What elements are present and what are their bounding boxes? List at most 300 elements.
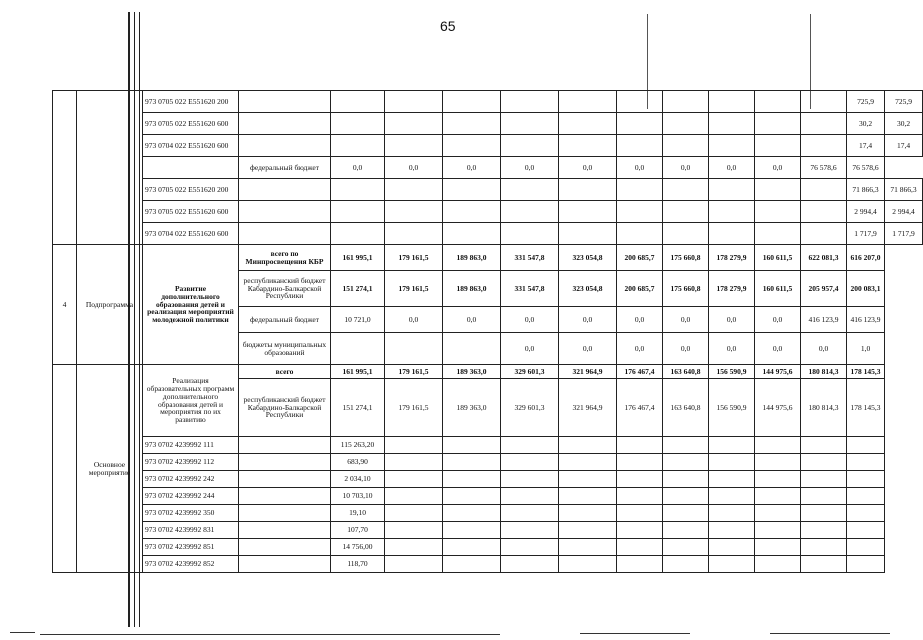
- value-cell: 179 161,5: [385, 245, 443, 271]
- value-cell: [385, 135, 443, 157]
- value-cell: 200 685,7: [617, 271, 663, 307]
- value-cell: [847, 505, 885, 522]
- value-cell: 200 685,7: [617, 245, 663, 271]
- value-cell: [559, 471, 617, 488]
- value-cell: [709, 201, 755, 223]
- value-cell: [501, 113, 559, 135]
- value-cell: [617, 437, 663, 454]
- value-cell: [559, 135, 617, 157]
- value-cell: 0,0: [385, 157, 443, 179]
- value-cell: [559, 454, 617, 471]
- value-cell: 683,90: [331, 454, 385, 471]
- value-cell: [755, 179, 801, 201]
- value-cell: [501, 505, 559, 522]
- value-cell: [385, 471, 443, 488]
- value-cell: 144 975,6: [755, 379, 801, 437]
- activity-title: Реализация образовательных программ дополнительного образования детей и мероприятия по их развитию: [143, 365, 239, 437]
- value-cell: 156 590,9: [709, 379, 755, 437]
- value-cell: [847, 437, 885, 454]
- value-cell: [663, 223, 709, 245]
- value-cell: 118,70: [331, 556, 385, 573]
- value-cell: [385, 179, 443, 201]
- table-row: [53, 179, 923, 201]
- value-cell: [385, 488, 443, 505]
- value-cell: [501, 454, 559, 471]
- funding-source: всего: [239, 365, 331, 379]
- source-cell: [239, 179, 331, 201]
- value-cell: [443, 333, 501, 365]
- value-cell: 0,0: [501, 307, 559, 333]
- value-cell: [443, 505, 501, 522]
- value-cell: 76 578,6: [847, 157, 885, 179]
- table-row: [53, 113, 923, 135]
- value-cell: [385, 91, 443, 113]
- value-cell: [617, 179, 663, 201]
- value-cell: [709, 505, 755, 522]
- value-cell: [755, 471, 801, 488]
- value-cell: [709, 454, 755, 471]
- value-cell: 163 640,8: [663, 365, 709, 379]
- value-cell: [709, 179, 755, 201]
- value-cell: 0,0: [709, 333, 755, 365]
- value-cell: 10 703,10: [331, 488, 385, 505]
- value-cell: [501, 556, 559, 573]
- value-cell: [443, 179, 501, 201]
- value-cell: 200 083,1: [847, 271, 885, 307]
- value-cell: [801, 223, 847, 245]
- value-cell: 622 081,3: [801, 245, 847, 271]
- value-cell: 160 611,5: [755, 271, 801, 307]
- value-cell: 2 994,4: [847, 201, 885, 223]
- value-cell: 329 601,3: [501, 379, 559, 437]
- value-cell: [847, 556, 885, 573]
- budget-code: 973 0704 022 E551620 600: [143, 223, 239, 245]
- source-cell: [239, 91, 331, 113]
- value-cell: 0,0: [501, 333, 559, 365]
- value-cell: [663, 201, 709, 223]
- value-cell: [709, 539, 755, 556]
- value-cell: [559, 505, 617, 522]
- source-cell: [239, 201, 331, 223]
- value-cell: [755, 113, 801, 135]
- value-cell: [663, 522, 709, 539]
- value-cell: 163 640,8: [663, 379, 709, 437]
- table-row: [53, 539, 923, 556]
- value-cell: [709, 471, 755, 488]
- value-cell: 0,0: [559, 307, 617, 333]
- value-cell: [663, 437, 709, 454]
- value-cell: 189 863,0: [443, 245, 501, 271]
- value-cell: 205 957,4: [801, 271, 847, 307]
- value-cell: [755, 223, 801, 245]
- value-cell: [443, 223, 501, 245]
- value-cell: [443, 201, 501, 223]
- value-cell: 725,9: [885, 91, 923, 113]
- empty-cell: [53, 91, 77, 245]
- value-cell: [755, 488, 801, 505]
- source-cell: [239, 539, 331, 556]
- value-cell: [709, 556, 755, 573]
- value-cell: [331, 223, 385, 245]
- value-cell: [709, 135, 755, 157]
- value-cell: [755, 437, 801, 454]
- value-cell: [559, 223, 617, 245]
- value-cell: [709, 223, 755, 245]
- value-cell: [755, 201, 801, 223]
- table-row: [53, 201, 923, 223]
- value-cell: [801, 505, 847, 522]
- budget-table: [52, 90, 923, 573]
- value-cell: 30,2: [885, 113, 923, 135]
- value-cell: [331, 113, 385, 135]
- value-cell: 416 123,9: [801, 307, 847, 333]
- value-cell: [755, 556, 801, 573]
- value-cell: 0,0: [755, 333, 801, 365]
- budget-code: 973 0702 4239992 244: [143, 488, 239, 505]
- value-cell: [559, 539, 617, 556]
- value-cell: 178 279,9: [709, 245, 755, 271]
- value-cell: 0,0: [617, 333, 663, 365]
- value-cell: [755, 522, 801, 539]
- value-cell: [801, 539, 847, 556]
- value-cell: 19,10: [331, 505, 385, 522]
- value-cell: 161 995,1: [331, 365, 385, 379]
- table-row: [53, 471, 923, 488]
- value-cell: 156 590,9: [709, 365, 755, 379]
- subprogram-title: Развитие дополнительного образования детей и реализация мероприятий молодежной политики: [143, 245, 239, 365]
- value-cell: [617, 522, 663, 539]
- value-cell: 10 721,0: [331, 307, 385, 333]
- value-cell: [847, 454, 885, 471]
- value-cell: 0,0: [559, 333, 617, 365]
- table-row: [53, 157, 923, 179]
- scan-line: [10, 632, 35, 633]
- value-cell: [617, 556, 663, 573]
- value-cell: 160 611,5: [755, 245, 801, 271]
- source-cell: [239, 454, 331, 471]
- value-cell: 178 145,3: [847, 379, 885, 437]
- value-cell: [385, 505, 443, 522]
- value-cell: 616 207,0: [847, 245, 885, 271]
- table-row: [53, 522, 923, 539]
- value-cell: 14 756,00: [331, 539, 385, 556]
- value-cell: [559, 113, 617, 135]
- source-cell: [239, 437, 331, 454]
- source-cell: [239, 471, 331, 488]
- value-cell: [443, 488, 501, 505]
- value-cell: 178 279,9: [709, 271, 755, 307]
- value-cell: [801, 201, 847, 223]
- row-type: Подпрограмма: [77, 245, 143, 365]
- value-cell: [385, 556, 443, 573]
- funding-source: республиканский бюджет Кабардино-Балкарской Республики: [239, 379, 331, 437]
- table-row: [53, 488, 923, 505]
- table-row: [53, 437, 923, 454]
- value-cell: 178 145,3: [847, 365, 885, 379]
- budget-code: 973 0702 4239992 831: [143, 522, 239, 539]
- value-cell: [559, 556, 617, 573]
- table-row: [53, 365, 923, 379]
- budget-code: 973 0705 022 E551620 200: [143, 179, 239, 201]
- value-cell: [801, 179, 847, 201]
- value-cell: 0,0: [663, 157, 709, 179]
- funding-source: федеральный бюджет: [239, 307, 331, 333]
- value-cell: 0,0: [617, 157, 663, 179]
- value-cell: [617, 135, 663, 157]
- value-cell: 0,0: [443, 307, 501, 333]
- value-cell: [501, 471, 559, 488]
- source-cell: [239, 223, 331, 245]
- value-cell: [331, 91, 385, 113]
- value-cell: [385, 223, 443, 245]
- value-cell: 0,0: [663, 307, 709, 333]
- value-cell: [443, 471, 501, 488]
- value-cell: [385, 437, 443, 454]
- value-cell: 17,4: [847, 135, 885, 157]
- budget-code: 973 0702 4239992 242: [143, 471, 239, 488]
- value-cell: 323 054,8: [559, 245, 617, 271]
- value-cell: [617, 539, 663, 556]
- budget-code: 973 0702 4239992 852: [143, 556, 239, 573]
- value-cell: [443, 437, 501, 454]
- value-cell: [663, 556, 709, 573]
- value-cell: 151 274,1: [331, 379, 385, 437]
- value-cell: [443, 556, 501, 573]
- value-cell: [501, 488, 559, 505]
- value-cell: [617, 113, 663, 135]
- value-cell: 179 161,5: [385, 271, 443, 307]
- value-cell: 179 161,5: [385, 365, 443, 379]
- value-cell: [755, 91, 801, 113]
- value-cell: [559, 179, 617, 201]
- value-cell: 176 467,4: [617, 379, 663, 437]
- budget-code: 973 0702 4239992 112: [143, 454, 239, 471]
- budget-code: 973 0704 022 E551620 600: [143, 135, 239, 157]
- value-cell: 176 467,4: [617, 365, 663, 379]
- value-cell: [709, 437, 755, 454]
- value-cell: 0,0: [709, 307, 755, 333]
- value-cell: [559, 91, 617, 113]
- funding-source: бюджеты муниципальных образований: [239, 333, 331, 365]
- value-cell: [443, 135, 501, 157]
- value-cell: 189 363,0: [443, 365, 501, 379]
- value-cell: [331, 135, 385, 157]
- budget-code: 973 0702 4239992 111: [143, 437, 239, 454]
- table-row: [53, 556, 923, 573]
- value-cell: 0,0: [559, 157, 617, 179]
- value-cell: [755, 135, 801, 157]
- value-cell: [501, 539, 559, 556]
- value-cell: 175 660,8: [663, 271, 709, 307]
- value-cell: [501, 522, 559, 539]
- funding-source: федеральный бюджет: [239, 157, 331, 179]
- value-cell: [801, 91, 847, 113]
- value-cell: [385, 454, 443, 471]
- value-cell: 416 123,9: [847, 307, 885, 333]
- value-cell: 161 995,1: [331, 245, 385, 271]
- value-cell: 329 601,3: [501, 365, 559, 379]
- value-cell: [663, 539, 709, 556]
- scan-line: [770, 633, 890, 634]
- value-cell: [709, 522, 755, 539]
- value-cell: 17,4: [885, 135, 923, 157]
- value-cell: 331 547,8: [501, 271, 559, 307]
- empty-cell: [77, 91, 143, 245]
- table-row: [53, 505, 923, 522]
- budget-code: 973 0705 022 E551620 600: [143, 113, 239, 135]
- table-row: [53, 135, 923, 157]
- source-cell: [239, 522, 331, 539]
- value-cell: 0,0: [331, 157, 385, 179]
- value-cell: [847, 471, 885, 488]
- value-cell: [443, 454, 501, 471]
- value-cell: [501, 201, 559, 223]
- value-cell: 1,0: [847, 333, 885, 365]
- value-cell: [755, 454, 801, 471]
- value-cell: [663, 488, 709, 505]
- value-cell: 1 717,9: [847, 223, 885, 245]
- value-cell: [709, 113, 755, 135]
- value-cell: [559, 488, 617, 505]
- value-cell: [443, 91, 501, 113]
- value-cell: [385, 201, 443, 223]
- value-cell: 321 964,9: [559, 379, 617, 437]
- value-cell: 71 866,3: [885, 179, 923, 201]
- value-cell: [501, 179, 559, 201]
- value-cell: 179 161,5: [385, 379, 443, 437]
- table-row: [53, 454, 923, 471]
- value-cell: 331 547,8: [501, 245, 559, 271]
- value-cell: [331, 179, 385, 201]
- value-cell: [617, 505, 663, 522]
- table-row: [53, 91, 923, 113]
- value-cell: [617, 471, 663, 488]
- value-cell: [331, 333, 385, 365]
- value-cell: [501, 135, 559, 157]
- value-cell: 2 994,4: [885, 201, 923, 223]
- value-cell: [617, 201, 663, 223]
- value-cell: [663, 179, 709, 201]
- source-cell: [239, 556, 331, 573]
- value-cell: [617, 223, 663, 245]
- value-cell: [385, 333, 443, 365]
- value-cell: [559, 201, 617, 223]
- value-cell: [331, 201, 385, 223]
- value-cell: 180 814,3: [801, 379, 847, 437]
- value-cell: 725,9: [847, 91, 885, 113]
- value-cell: [663, 471, 709, 488]
- funding-source: всего по Минпросвещения КБР: [239, 245, 331, 271]
- value-cell: [663, 505, 709, 522]
- value-cell: [847, 488, 885, 505]
- value-cell: [443, 522, 501, 539]
- budget-code: 973 0705 022 E551620 200: [143, 91, 239, 113]
- budget-code: 973 0702 4239992 851: [143, 539, 239, 556]
- value-cell: 189 363,0: [443, 379, 501, 437]
- value-cell: [801, 522, 847, 539]
- funding-source: республиканский бюджет Кабардино-Балкарской Республики: [239, 271, 331, 307]
- value-cell: [801, 113, 847, 135]
- value-cell: [801, 488, 847, 505]
- value-cell: 107,70: [331, 522, 385, 539]
- value-cell: [709, 91, 755, 113]
- source-cell: [239, 113, 331, 135]
- value-cell: [617, 91, 663, 113]
- value-cell: [385, 539, 443, 556]
- value-cell: 0,0: [385, 307, 443, 333]
- value-cell: [663, 113, 709, 135]
- value-cell: 0,0: [617, 307, 663, 333]
- value-cell: [709, 488, 755, 505]
- value-cell: 0,0: [755, 307, 801, 333]
- value-cell: [501, 91, 559, 113]
- value-cell: 151 274,1: [331, 271, 385, 307]
- source-cell: [239, 488, 331, 505]
- value-cell: [801, 471, 847, 488]
- value-cell: [617, 488, 663, 505]
- value-cell: 175 660,8: [663, 245, 709, 271]
- value-cell: [559, 522, 617, 539]
- value-cell: [801, 135, 847, 157]
- value-cell: 115 263,20: [331, 437, 385, 454]
- value-cell: [559, 437, 617, 454]
- value-cell: 2 034,10: [331, 471, 385, 488]
- value-cell: [501, 437, 559, 454]
- value-cell: [617, 454, 663, 471]
- value-cell: 0,0: [709, 157, 755, 179]
- value-cell: [847, 522, 885, 539]
- budget-code: 973 0702 4239992 350: [143, 505, 239, 522]
- source-cell: [239, 135, 331, 157]
- scan-line: [580, 633, 690, 634]
- value-cell: 71 866,3: [847, 179, 885, 201]
- row-number: 4: [53, 245, 77, 365]
- value-cell: [663, 454, 709, 471]
- value-cell: 1 717,9: [885, 223, 923, 245]
- value-cell: 76 578,6: [801, 157, 847, 179]
- value-cell: [801, 437, 847, 454]
- value-cell: 323 054,8: [559, 271, 617, 307]
- table-row: [53, 223, 923, 245]
- value-cell: 0,0: [755, 157, 801, 179]
- value-cell: [801, 454, 847, 471]
- value-cell: [663, 135, 709, 157]
- value-cell: [755, 539, 801, 556]
- value-cell: [443, 539, 501, 556]
- value-cell: 189 863,0: [443, 271, 501, 307]
- value-cell: 0,0: [501, 157, 559, 179]
- source-cell: [239, 505, 331, 522]
- value-cell: 0,0: [443, 157, 501, 179]
- value-cell: 321 964,9: [559, 365, 617, 379]
- value-cell: [385, 113, 443, 135]
- empty-cell: [53, 365, 77, 573]
- value-cell: 0,0: [801, 333, 847, 365]
- value-cell: 180 814,3: [801, 365, 847, 379]
- empty-cell: [143, 157, 239, 179]
- value-cell: [755, 505, 801, 522]
- table-row: [53, 245, 923, 271]
- scan-line: [40, 634, 500, 635]
- value-cell: 30,2: [847, 113, 885, 135]
- value-cell: [385, 522, 443, 539]
- value-cell: [501, 223, 559, 245]
- budget-code: 973 0705 022 E551620 600: [143, 201, 239, 223]
- value-cell: [443, 113, 501, 135]
- value-cell: [801, 556, 847, 573]
- value-cell: 0,0: [663, 333, 709, 365]
- value-cell: [847, 539, 885, 556]
